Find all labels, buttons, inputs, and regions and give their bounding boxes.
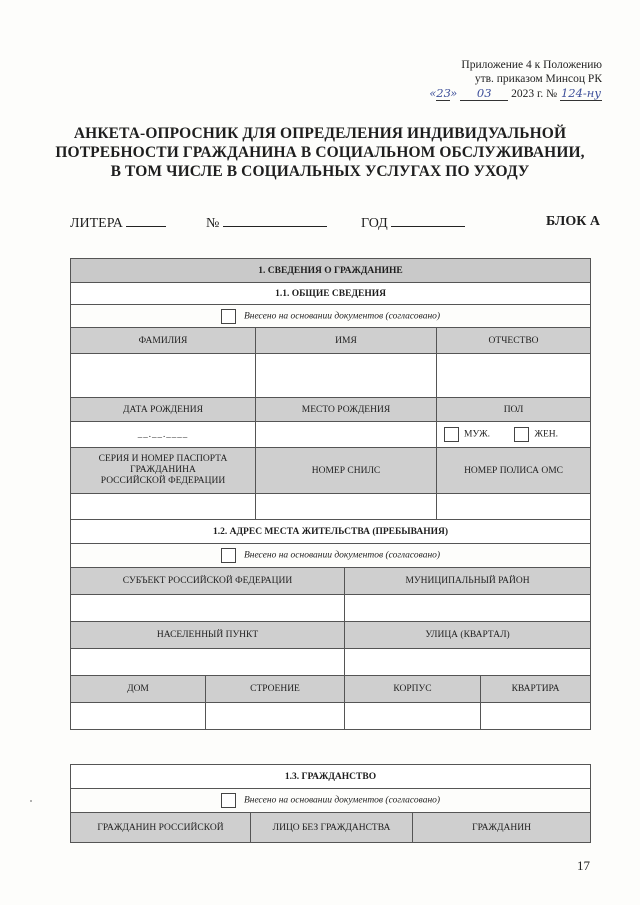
citizenship-docs-checkbox[interactable]	[221, 793, 236, 808]
date-year-suffix: 2023 г. №	[511, 88, 558, 100]
litera-field	[70, 214, 166, 232]
handwritten-day: 23	[436, 86, 451, 100]
sex-options	[437, 422, 591, 448]
number-field	[206, 214, 327, 232]
col-passport-line-2: ГРАЖДАНИНА	[130, 465, 196, 475]
col-birth-date: ДАТА РОЖДЕНИЯ	[71, 398, 256, 422]
address-docs-note-row	[71, 544, 591, 568]
col-passport-line-1: СЕРИЯ И НОМЕР ПАСПОРТА	[98, 454, 228, 464]
section-1-2-header: 1.2. АДРЕС МЕСТА ЖИТЕЛЬСТВА (ПРЕБЫВАНИЯ)	[71, 520, 591, 544]
title-line-2: ПОТРЕБНОСТИ ГРАЖДАНИНА В СОЦИАЛЬНОМ ОБСЛУЖИВАНИИ,	[55, 144, 585, 161]
litera-label: ЛИТЕРА	[70, 216, 123, 231]
col-rf-citizen: ГРАЖДАНИН РОССИЙСКОЙ	[71, 813, 251, 843]
docs-note-row	[71, 305, 591, 328]
col-subject: СУБЪЕКТ РОССИЙСКОЙ ФЕДЕРАЦИИ	[71, 568, 345, 595]
col-patronymic: ОТЧЕСТВО	[437, 328, 591, 354]
number-label: №	[206, 216, 220, 231]
name-input[interactable]	[256, 354, 437, 398]
litera-blank[interactable]	[126, 214, 166, 227]
col-district: МУНИЦИПАЛЬНЫЙ РАЙОН	[345, 568, 591, 595]
appendix-line-1: Приложение 4 к Положению	[461, 59, 602, 71]
title-line-1: АНКЕТА-ОПРОСНИК ДЛЯ ОПРЕДЕЛЕНИЯ ИНДИВИДУАЛЬНОЙ	[73, 125, 567, 142]
col-stateless: ЛИЦО БЕЗ ГРАЖДАНСТВА	[251, 813, 413, 843]
oms-input[interactable]	[437, 494, 591, 520]
col-building: СТРОЕНИЕ	[206, 676, 345, 703]
block-input[interactable]	[345, 703, 481, 730]
year-blank[interactable]	[391, 214, 465, 227]
house-input[interactable]	[71, 703, 206, 730]
surname-input[interactable]	[71, 354, 256, 398]
appendix-line-2: утв. приказом Минсоц РК	[474, 73, 602, 85]
col-street: УЛИЦА (КВАРТАЛ)	[345, 622, 591, 649]
year-field	[361, 214, 465, 232]
date-close-quote: »	[450, 86, 458, 100]
col-surname: ФАМИЛИЯ	[71, 328, 256, 354]
col-name: ИМЯ	[256, 328, 437, 354]
appendix-reference	[429, 58, 602, 101]
docs-checkbox[interactable]	[221, 309, 236, 324]
handwritten-order-number: 124-ну	[560, 86, 602, 100]
patronymic-input[interactable]	[437, 354, 591, 398]
year-label: ГОД	[361, 216, 388, 231]
address-docs-checkbox[interactable]	[221, 548, 236, 563]
citizen-info-table	[70, 258, 591, 730]
page-number: 17	[577, 858, 590, 873]
sex-female-label: ЖЕН.	[534, 429, 558, 440]
col-house: ДОМ	[71, 676, 206, 703]
sex-male-checkbox[interactable]	[444, 427, 459, 442]
col-passport-line-3: РОССИЙСКОЙ ФЕДЕРАЦИИ	[100, 476, 226, 486]
street-input[interactable]	[345, 649, 591, 676]
title-line-3: В ТОМ ЧИСЛЕ В СОЦИАЛЬНЫХ УСЛУГАХ ПО УХОДУ	[110, 163, 530, 180]
birth-date-input[interactable]	[71, 422, 256, 448]
locality-input[interactable]	[71, 649, 345, 676]
scan-speck	[30, 800, 32, 802]
district-input[interactable]	[345, 595, 591, 622]
birth-date-placeholder: __.__.____	[137, 429, 189, 439]
birth-place-input[interactable]	[256, 422, 437, 448]
passport-input[interactable]	[71, 494, 256, 520]
subject-input[interactable]	[71, 595, 345, 622]
citizenship-docs-note-row	[71, 789, 591, 813]
building-input[interactable]	[206, 703, 345, 730]
col-birth-place: МЕСТО РОЖДЕНИЯ	[256, 398, 437, 422]
section-1-1-header: 1.1. ОБЩИЕ СВЕДЕНИЯ	[71, 283, 591, 305]
sex-female-checkbox[interactable]	[514, 427, 529, 442]
col-locality: НАСЕЛЕННЫЙ ПУНКТ	[71, 622, 345, 649]
col-sex: ПОЛ	[437, 398, 591, 422]
col-oms: НОМЕР ПОЛИСА ОМС	[437, 448, 591, 494]
citizenship-docs-note-text: Внесено на основании документов (согласовано)	[243, 795, 441, 806]
appendix-date-line	[429, 86, 602, 101]
col-snils: НОМЕР СНИЛС	[256, 448, 437, 494]
address-docs-note-text: Внесено на основании документов (согласовано)	[243, 550, 441, 561]
block-label: БЛОК А	[546, 214, 600, 229]
date-open-quote: «	[429, 86, 437, 100]
number-blank[interactable]	[223, 214, 327, 227]
sex-male-label: МУЖ.	[464, 429, 491, 440]
handwritten-month: 03	[460, 86, 508, 101]
section-1-header: 1. СВЕДЕНИЯ О ГРАЖДАНИНЕ	[71, 259, 591, 283]
col-passport	[71, 448, 256, 494]
col-citizen: ГРАЖДАНИН	[413, 813, 591, 843]
apartment-input[interactable]	[481, 703, 591, 730]
snils-input[interactable]	[256, 494, 437, 520]
citizenship-table	[70, 764, 591, 843]
col-block: КОРПУС	[345, 676, 481, 703]
section-1-3-header: 1.3. ГРАЖДАНСТВО	[71, 765, 591, 789]
docs-note-text: Внесено на основании документов (согласовано)	[243, 311, 441, 322]
col-apartment: КВАРТИРА	[481, 676, 591, 703]
document-title	[0, 124, 640, 181]
